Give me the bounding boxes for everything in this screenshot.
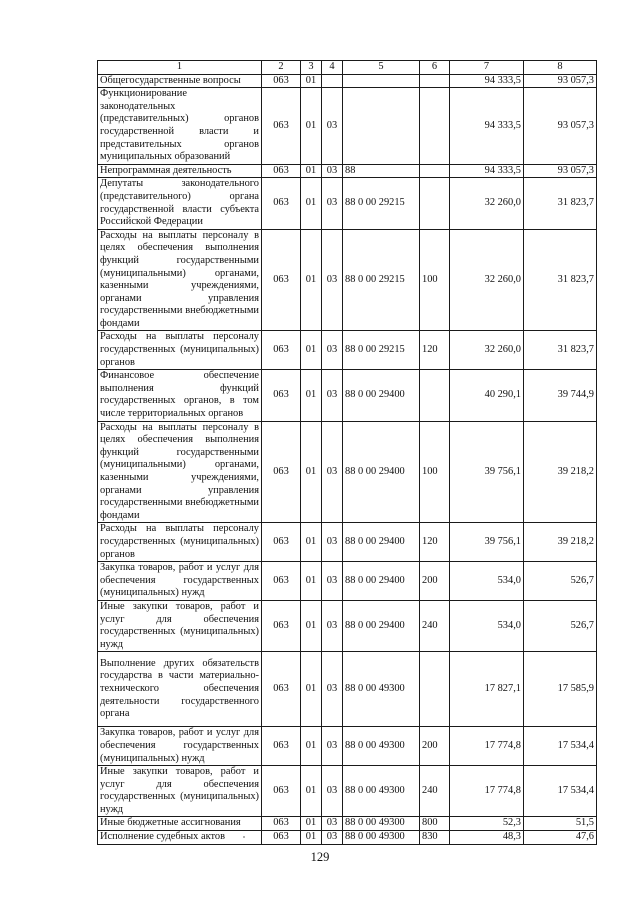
amount-col8-cell: 17 585,9 [524,652,597,727]
target-article-cell: 88 0 00 29400 [343,523,420,562]
subsection-cell: 03 [322,831,343,845]
amount-col8-cell: 39 744,9 [524,370,597,421]
amount-col7-cell: 17 827,1 [450,652,524,727]
expense-type-cell: 100 [420,421,450,523]
amount-col8-cell: 93 057,3 [524,164,597,178]
row-name-cell: Общегосударственные вопросы [98,74,262,88]
subsection-cell: 03 [322,523,343,562]
table-row [98,331,597,370]
column-header: 4 [322,61,343,75]
target-article-cell: 88 0 00 49300 [343,652,420,727]
section-cell: 01 [301,74,322,88]
section-cell: 01 [301,727,322,766]
target-article-cell: 88 0 00 29400 [343,562,420,601]
section-cell: 01 [301,229,322,331]
admin-code-cell: 063 [262,421,301,523]
amount-col8-cell: 93 057,3 [524,74,597,88]
target-article-cell: 88 0 00 29400 [343,370,420,421]
expense-type-cell: 200 [420,727,450,766]
scan-speck [243,836,245,838]
amount-col8-cell: 17 534,4 [524,727,597,766]
amount-col8-cell: 47,6 [524,831,597,845]
subsection-cell: 03 [322,178,343,229]
amount-col7-cell: 32 260,0 [450,178,524,229]
subsection-cell: 03 [322,766,343,817]
amount-col7-cell: 94 333,5 [450,88,524,165]
expense-type-cell: 100 [420,229,450,331]
amount-col8-cell: 51,5 [524,817,597,831]
expense-type-cell [420,370,450,421]
admin-code-cell: 063 [262,88,301,165]
amount-col7-cell: 94 333,5 [450,74,524,88]
admin-code-cell: 063 [262,600,301,651]
column-header: 7 [450,61,524,75]
budget-table [97,60,597,845]
subsection-cell [322,74,343,88]
target-article-cell: 88 0 00 49300 [343,727,420,766]
subsection-cell: 03 [322,652,343,727]
amount-col8-cell: 31 823,7 [524,229,597,331]
expense-type-cell: 240 [420,600,450,651]
column-header: 2 [262,61,301,75]
table-row [98,523,597,562]
expense-type-cell [420,164,450,178]
admin-code-cell: 063 [262,523,301,562]
subsection-cell: 03 [322,164,343,178]
amount-col7-cell: 534,0 [450,562,524,601]
target-article-cell: 88 [343,164,420,178]
row-name-cell: Иные закупки товаров, работ и услуг для обеспечения государственных (муниципальных) нужд [98,766,262,817]
admin-code-cell: 063 [262,164,301,178]
amount-col8-cell: 31 823,7 [524,331,597,370]
admin-code-cell: 063 [262,652,301,727]
expense-type-cell [420,88,450,165]
subsection-cell: 03 [322,88,343,165]
admin-code-cell: 063 [262,74,301,88]
subsection-cell: 03 [322,370,343,421]
admin-code-cell: 063 [262,229,301,331]
table-row [98,766,597,817]
expense-type-cell [420,74,450,88]
expense-type-cell [420,178,450,229]
section-cell: 01 [301,370,322,421]
admin-code-cell: 063 [262,831,301,845]
amount-col8-cell: 17 534,4 [524,766,597,817]
table-row [98,229,597,331]
amount-col7-cell: 32 260,0 [450,229,524,331]
section-cell: 01 [301,164,322,178]
row-name-cell: Финансовое обеспечение выполнения функций государственных органов, в том числе территориальных органов [98,370,262,421]
table-row [98,817,597,831]
row-name-cell: Расходы на выплаты персоналу государственных (муниципальных) органов [98,523,262,562]
expense-type-cell [420,652,450,727]
amount-col8-cell: 526,7 [524,600,597,651]
expense-type-cell: 120 [420,523,450,562]
expense-type-cell: 200 [420,562,450,601]
target-article-cell: 88 0 00 49300 [343,817,420,831]
admin-code-cell: 063 [262,817,301,831]
amount-col7-cell: 40 290,1 [450,370,524,421]
subsection-cell: 03 [322,600,343,651]
admin-code-cell: 063 [262,766,301,817]
table-header-row [98,61,597,75]
subsection-cell: 03 [322,727,343,766]
section-cell: 01 [301,178,322,229]
expense-type-cell: 240 [420,766,450,817]
row-name-cell: Функционирование законодательных (представительных) органов государственной власти и представительных органов муниципальных образований [98,88,262,165]
section-cell: 01 [301,331,322,370]
admin-code-cell: 063 [262,727,301,766]
subsection-cell: 03 [322,229,343,331]
amount-col7-cell: 17 774,8 [450,766,524,817]
target-article-cell: 88 0 00 29400 [343,421,420,523]
table-row [98,178,597,229]
table-row [98,74,597,88]
subsection-cell: 03 [322,562,343,601]
row-name-cell: Выполнение других обязательств государства в части материально-технического обеспечения деятельности государственного органа [98,652,262,727]
table-row [98,88,597,165]
amount-col8-cell: 39 218,2 [524,523,597,562]
table-row [98,562,597,601]
table-row [98,652,597,727]
row-name-cell: Непрограммная деятельность [98,164,262,178]
amount-col7-cell: 52,3 [450,817,524,831]
row-name-cell: Расходы на выплаты персоналу государственных (муниципальных) органов [98,331,262,370]
section-cell: 01 [301,562,322,601]
amount-col7-cell: 94 333,5 [450,164,524,178]
table-row [98,600,597,651]
target-article-cell: 88 0 00 49300 [343,766,420,817]
subsection-cell: 03 [322,817,343,831]
row-name-cell: Расходы на выплаты персоналу в целях обеспечения выполнения функций государственными (муниципальными) органами, казенными учреждениями, органами управления государственными внебюджетными фондами [98,421,262,523]
column-header: 3 [301,61,322,75]
row-name-cell: Депутаты законодательного (представительного) органа государственной власти субъекта Российской Федерации [98,178,262,229]
target-article-cell: 88 0 00 29400 [343,600,420,651]
amount-col7-cell: 17 774,8 [450,727,524,766]
section-cell: 01 [301,600,322,651]
row-name-cell: Закупка товаров, работ и услуг для обеспечения государственных (муниципальных) нужд [98,727,262,766]
admin-code-cell: 063 [262,178,301,229]
table-row [98,727,597,766]
admin-code-cell: 063 [262,331,301,370]
subsection-cell: 03 [322,421,343,523]
amount-col7-cell: 39 756,1 [450,523,524,562]
target-article-cell: 88 0 00 29215 [343,229,420,331]
row-name-cell: Расходы на выплаты персоналу в целях обеспечения выполнения функций государственными (муниципальными) органами, казенными учреждениями, органами управления государственными внебюджетными фондами [98,229,262,331]
row-name-cell: Иные бюджетные ассигнования [98,817,262,831]
amount-col8-cell: 31 823,7 [524,178,597,229]
amount-col7-cell: 32 260,0 [450,331,524,370]
target-article-cell: 88 0 00 29215 [343,178,420,229]
table-row [98,831,597,845]
row-name-cell: Исполнение судебных актов [98,831,262,845]
amount-col7-cell: 48,3 [450,831,524,845]
section-cell: 01 [301,831,322,845]
section-cell: 01 [301,817,322,831]
target-article-cell: 88 0 00 49300 [343,831,420,845]
amount-col7-cell: 39 756,1 [450,421,524,523]
table-row [98,370,597,421]
expense-type-cell: 800 [420,817,450,831]
column-header: 6 [420,61,450,75]
amount-col8-cell: 93 057,3 [524,88,597,165]
amount-col7-cell: 534,0 [450,600,524,651]
column-header: 5 [343,61,420,75]
admin-code-cell: 063 [262,370,301,421]
section-cell: 01 [301,766,322,817]
expense-type-cell: 120 [420,331,450,370]
section-cell: 01 [301,652,322,727]
amount-col8-cell: 526,7 [524,562,597,601]
section-cell: 01 [301,88,322,165]
row-name-cell: Иные закупки товаров, работ и услуг для обеспечения государственных (муниципальных) нужд [98,600,262,651]
column-header: 1 [98,61,262,75]
target-article-cell: 88 0 00 29215 [343,331,420,370]
table-row [98,164,597,178]
page-number: 129 [310,850,330,864]
target-article-cell [343,88,420,165]
column-header: 8 [524,61,597,75]
subsection-cell: 03 [322,331,343,370]
admin-code-cell: 063 [262,562,301,601]
row-name-cell: Закупка товаров, работ и услуг для обеспечения государственных (муниципальных) нужд [98,562,262,601]
expense-type-cell: 830 [420,831,450,845]
section-cell: 01 [301,523,322,562]
amount-col8-cell: 39 218,2 [524,421,597,523]
table-row [98,421,597,523]
section-cell: 01 [301,421,322,523]
target-article-cell [343,74,420,88]
